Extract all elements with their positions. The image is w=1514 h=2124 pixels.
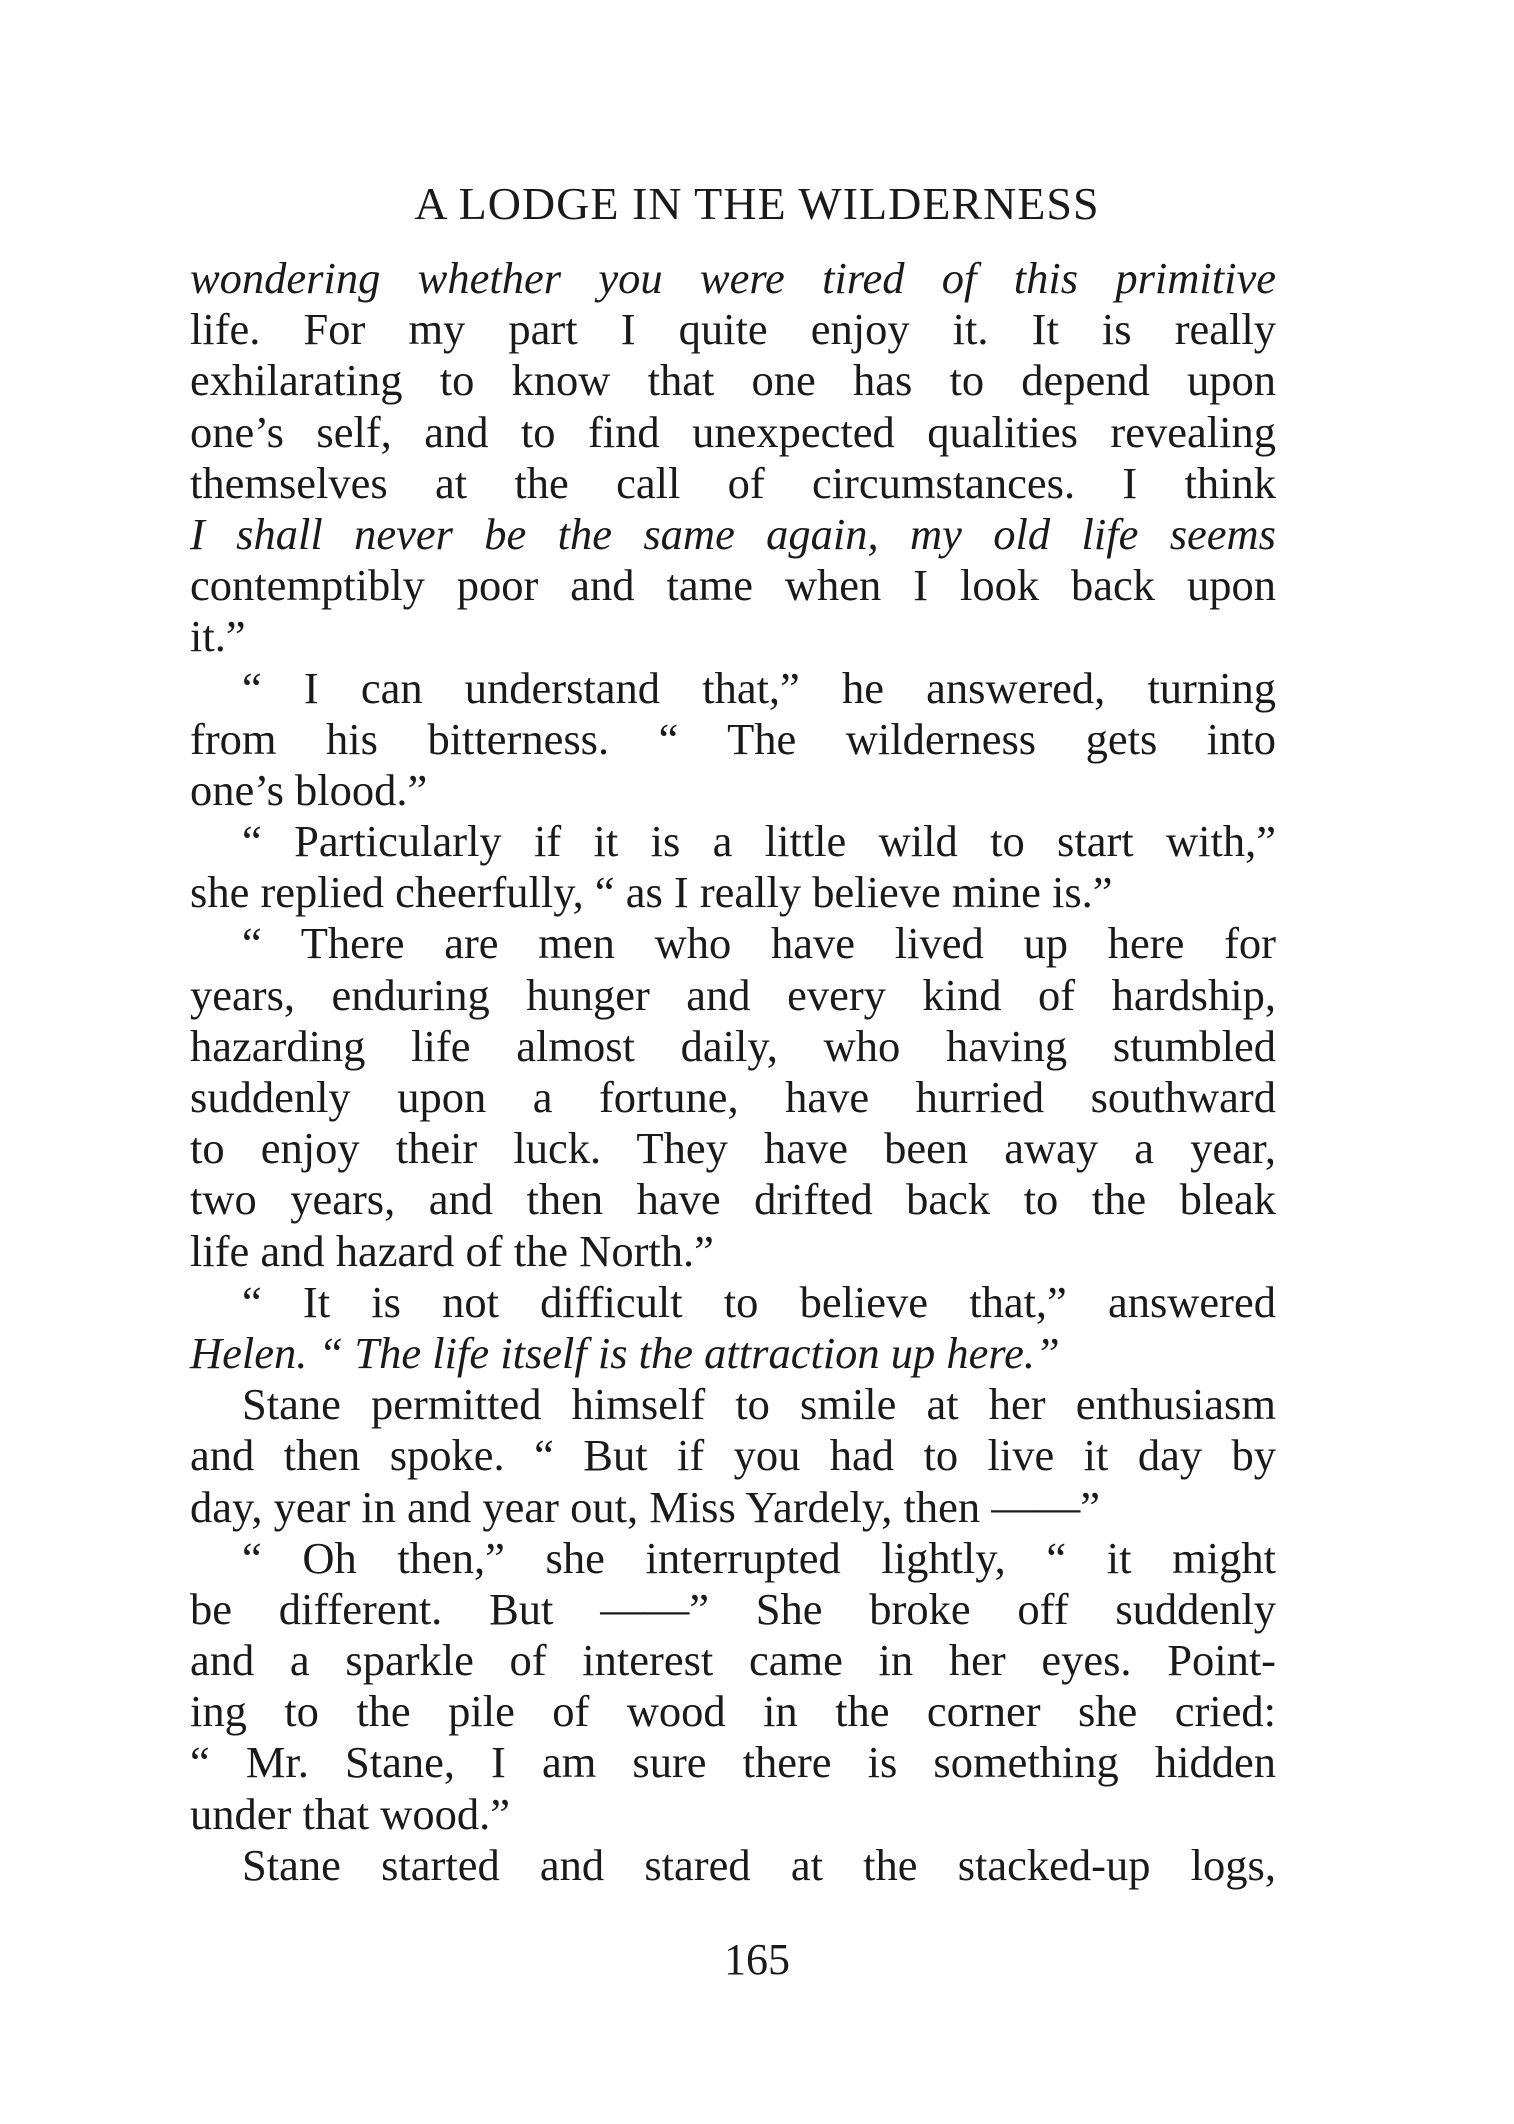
text-line: she replied cheerfully, “ as I really believe mine is.” [190, 867, 1113, 918]
text-line: “ Oh then,” she interrupted lightly, “ it might [242, 1532, 1276, 1583]
body-text [190, 253, 1276, 1891]
text-line: wondering whether you were tired of this primitive [190, 253, 1276, 303]
text-line: “ It is not difficult to believe that,” answered [242, 1276, 1276, 1327]
text-line: ing to the pile of wood in the corner she cried: [190, 1686, 1276, 1737]
page-number: 165 [724, 1935, 790, 1984]
text-line: and a sparkle of interest came in her eyes. Point- [190, 1635, 1276, 1686]
text-line: suddenly upon a fortune, have hurried southward [190, 1072, 1276, 1122]
text-line: under that wood.” [190, 1788, 511, 1839]
text-line: and then spoke. “ But if you had to live it day by [190, 1430, 1276, 1481]
text-line: life. For my part I quite enjoy it. It is really [190, 304, 1276, 355]
text-line: contemptibly poor and tame when I look back upon [190, 560, 1276, 611]
text-line: “ There are men who have lived up here for [242, 918, 1276, 969]
text-line: it.” [190, 611, 246, 662]
text-line: themselves at the call of circumstances. I think [190, 457, 1276, 508]
text-line: two years, and then have drifted back to the bleak [190, 1174, 1276, 1225]
running-header: A LODGE IN THE WILDERNESS [414, 178, 1100, 229]
text-line: years, enduring hunger and every kind of hardship, [190, 969, 1276, 1020]
text-line: “ Mr. Stane, I am sure there is something hidden [190, 1737, 1276, 1788]
text-line: “ I can understand that,” he answered, turning [242, 662, 1276, 713]
text-line: one’s self, and to find unexpected qualities revealing [190, 406, 1276, 457]
text-line: be different. But ——” She broke off suddenly [190, 1583, 1276, 1634]
text-line: from his bitterness. “ The wilderness gets into [190, 713, 1276, 764]
text-line: exhilarating to know that one has to depend upon [190, 355, 1276, 406]
text-line: to enjoy their luck. They have been away a year, [190, 1123, 1276, 1174]
text-line: “ Particularly if it is a little wild to start with,” [242, 816, 1276, 867]
text-line: I shall never be the same again, my old life seems [190, 508, 1276, 559]
text-line: life and hazard of the North.” [190, 1225, 714, 1276]
text-line: Helen. “ The life itself is the attraction up here.” [190, 1327, 1060, 1378]
text-line: hazarding life almost daily, who having stumbled [190, 1020, 1276, 1071]
text-line: Stane permitted himself to smile at her enthusiasm [242, 1379, 1276, 1430]
text-line: Stane started and stared at the stacked-up logs, [242, 1839, 1276, 1890]
text-line: one’s blood.” [190, 764, 428, 815]
text-line: day, year in and year out, Miss Yardely, then ——” [190, 1481, 1100, 1532]
